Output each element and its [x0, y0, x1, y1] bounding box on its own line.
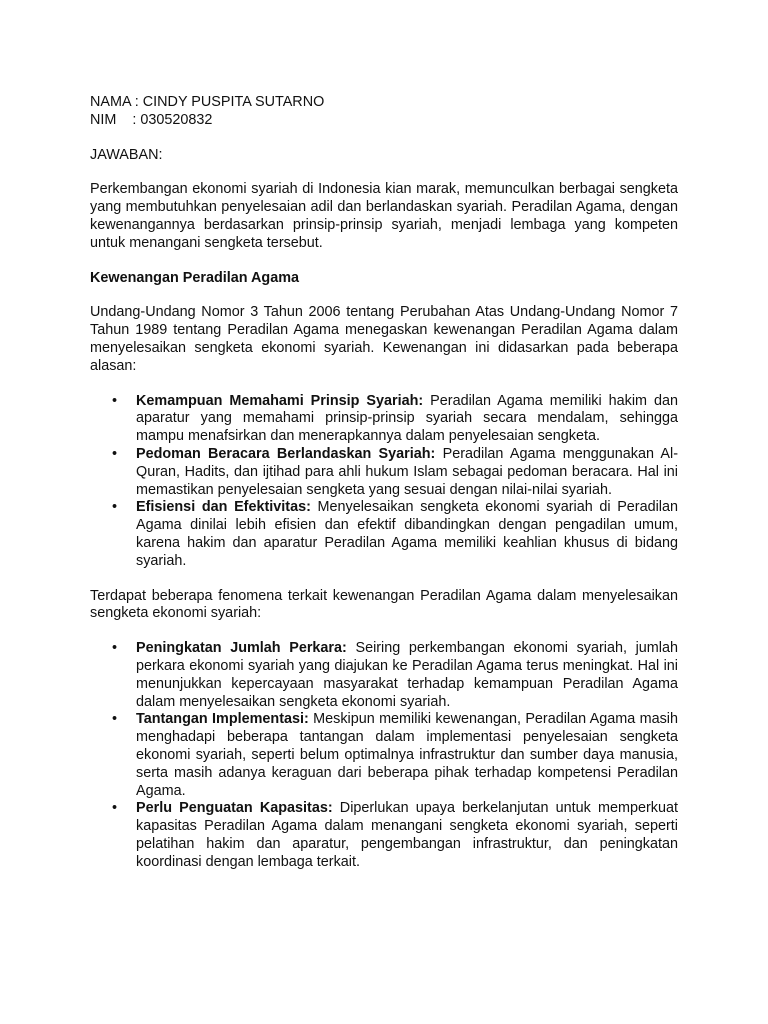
list-item — [90, 393, 678, 446]
authority-reasons-list — [90, 393, 678, 571]
list-item-term: Tantangan Implementasi: — [136, 711, 309, 728]
list-item-term: Pedoman Beracara Berlandaskan Syariah: — [136, 445, 436, 462]
list-item-text: Menyelesaikan sengketa ekonomi syariah di Peradilan Agama dinilai lebih efisien dan efektif dibandingkan dengan pengadilan umum, karena hakim dan aparatur Peradilan Agama memiliki keahlian khusus di bidang syariah. — [136, 499, 679, 569]
list-item-text: Peradilan Agama menggunakan Al-Quran, Hadits, dan ijtihad para ahli hukum Islam sebagai pedoman beracara. Hal ini memastikan penyelesaian sengketa yang sesuai dengan nilai-nilai syariah. — [136, 445, 678, 498]
section1-paragraph: Undang-Undang Nomor 3 Tahun 2006 tentang Perubahan Atas Undang-Undang Nomor 7 Tahun 1989 tentang Peradilan Agama menegaskan kewenangan Peradilan Agama dalam menyelesaikan sengketa ekonomi syariah. Kewenangan ini didasarkan pada beberapa alasan: — [90, 304, 678, 374]
list-item-text: Diperlukan upaya berkelanjutan untuk memperkuat kapasitas Peradilan Agama dalam menangani sengketa ekonomi syariah, seperti pelatihan hakim dan aparatur, pengembangan infrastruktur, dan peningkatan koordinasi dengan lembaga terkait. — [136, 800, 678, 870]
list-item-term: Peningkatan Jumlah Perkara: — [136, 640, 347, 657]
section2-paragraph: Terdapat beberapa fenomena terkait kewenangan Peradilan Agama dalam menyelesaikan sengketa ekonomi syariah: — [90, 587, 678, 622]
bullet-icon: • — [112, 711, 118, 728]
bullet-icon: • — [112, 499, 118, 516]
student-nim-line: NIM : 030520832 — [90, 111, 213, 128]
list-item-term: Kemampuan Memahami Prinsip Syariah: — [136, 392, 424, 409]
list-item-text: Seiring perkembangan ekonomi syariah, jumlah perkara ekonomi syariah yang diajukan ke Peradilan Agama terus meningkat. Hal ini menunjukkan kepercayaan masyarakat terhadap kemampuan Peradilan Agama dalam menyelesaikan sengketa ekonomi syariah. — [136, 640, 678, 710]
list-item — [90, 711, 678, 800]
list-item — [90, 640, 678, 711]
list-item — [90, 499, 678, 570]
list-item — [90, 446, 678, 499]
student-name-line: NAMA : CINDY PUSPITA SUTARNO — [90, 94, 325, 110]
intro-paragraph: Perkembangan ekonomi syariah di Indonesia kian marak, memunculkan berbagai sengketa yang membutuhkan penyelesaian adil dan berlandaskan syariah. Peradilan Agama, dengan kewenangannya berdasarkan prinsip-prinsip syariah, menjadi lembaga yang kompeten untuk menangani sengketa tersebut. — [90, 181, 678, 251]
bullet-icon: • — [112, 445, 118, 462]
section-heading: Kewenangan Peradilan Agama — [90, 269, 299, 286]
document-page — [90, 94, 678, 871]
list-item — [90, 800, 678, 871]
answer-label: JAWABAN: — [90, 146, 163, 163]
list-item-term: Perlu Penguatan Kapasitas: — [136, 800, 333, 817]
list-item-text: Peradilan Agama memiliki hakim dan aparatur yang memahami prinsip-prinsip syariah secara mendalam, sehingga mampu menafsirkan dan menerapkannya dalam penyelesaian sengketa. — [136, 392, 678, 445]
bullet-icon: • — [112, 640, 118, 657]
list-item-term: Efisiensi dan Efektivitas: — [136, 499, 311, 516]
bullet-icon: • — [112, 800, 118, 817]
phenomena-list — [90, 640, 678, 871]
bullet-icon: • — [112, 392, 118, 409]
list-item-text: Meskipun memiliki kewenangan, Peradilan Agama masih menghadapi beberapa tantangan dalam implementasi penyelesaian sengketa ekonomi syariah, seperti belum optimalnya infrastruktur dan sumber daya manusia, serta masih adanya keraguan dari beberapa pihak terhadap kompetensi Peradilan Agama. — [136, 711, 678, 799]
